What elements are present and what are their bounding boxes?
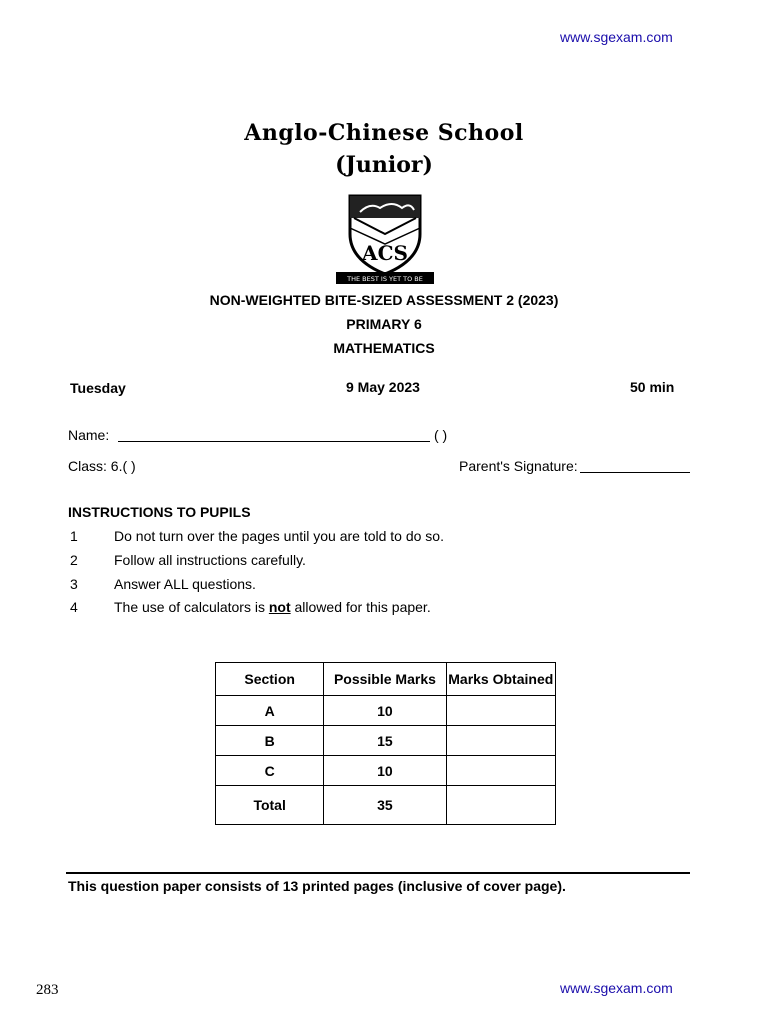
row-marks-obtained[interactable] (446, 726, 555, 756)
row-marks-obtained[interactable] (446, 786, 555, 825)
marks-table (215, 662, 556, 825)
instruction-text-pre: The use of calculators is (114, 599, 269, 615)
footer-divider (66, 872, 690, 874)
instruction-text: Answer ALL questions. (114, 576, 256, 592)
crest-initials: ACS (362, 241, 408, 265)
website-link-top[interactable]: www.sgexam.com (560, 29, 673, 45)
assessment-level: PRIMARY 6 (346, 316, 422, 332)
parent-signature-label: Parent's Signature: (459, 458, 578, 474)
exam-date: 9 May 2023 (346, 379, 420, 395)
exam-day: Tuesday (70, 380, 126, 396)
instruction-text: Do not turn over the pages until you are told to do so. (114, 528, 444, 544)
crest-motto: THE BEST IS YET TO BE (347, 275, 423, 283)
row-section: Total (216, 786, 324, 825)
name-label: Name: (68, 427, 110, 443)
row-possible-marks: 10 (324, 756, 446, 786)
row-section: A (216, 696, 324, 726)
page-number: 283 (36, 982, 59, 998)
school-subtitle: (Junior) (335, 152, 433, 178)
table-row (216, 726, 556, 756)
marks-table-header (216, 663, 556, 696)
parent-signature-line[interactable] (580, 472, 690, 473)
assessment-title: NON-WEIGHTED BITE-SIZED ASSESSMENT 2 (2023) (209, 292, 559, 308)
index-number-field[interactable]: ( ) (434, 427, 448, 443)
header-marks-obtained: Marks Obtained (446, 663, 555, 696)
row-marks-obtained[interactable] (446, 756, 555, 786)
table-row (216, 696, 556, 726)
name-field-line[interactable] (118, 441, 430, 442)
row-possible-marks: 35 (324, 786, 446, 825)
row-marks-obtained[interactable] (446, 696, 555, 726)
table-row-total (216, 786, 556, 825)
row-possible-marks: 15 (324, 726, 446, 756)
header-section: Section (216, 663, 324, 696)
page-count-note: This question paper consists of 13 printed pages (inclusive of cover page). (68, 878, 566, 894)
header-possible-marks: Possible Marks (324, 663, 446, 696)
instruction-number: 3 (70, 576, 78, 592)
row-section: C (216, 756, 324, 786)
row-section: B (216, 726, 324, 756)
website-link-bottom[interactable]: www.sgexam.com (560, 980, 673, 996)
instructions-heading: INSTRUCTIONS TO PUPILS (68, 504, 251, 520)
table-row (216, 756, 556, 786)
instruction-text-post: allowed for this paper. (290, 599, 431, 615)
row-possible-marks: 10 (324, 696, 446, 726)
assessment-subject: MATHEMATICS (333, 340, 435, 356)
instruction-number: 1 (70, 528, 78, 544)
instruction-number: 2 (70, 552, 78, 568)
exam-duration: 50 min (630, 379, 675, 395)
school-crest-icon (330, 188, 440, 288)
school-name: Anglo-Chinese School (244, 120, 524, 146)
instruction-number: 4 (70, 599, 78, 615)
instruction-emphasis: not (268, 599, 291, 615)
instruction-text: Follow all instructions carefully. (114, 552, 306, 568)
instruction-text (114, 599, 431, 615)
class-field[interactable]: Class: 6.( ) (68, 458, 136, 474)
